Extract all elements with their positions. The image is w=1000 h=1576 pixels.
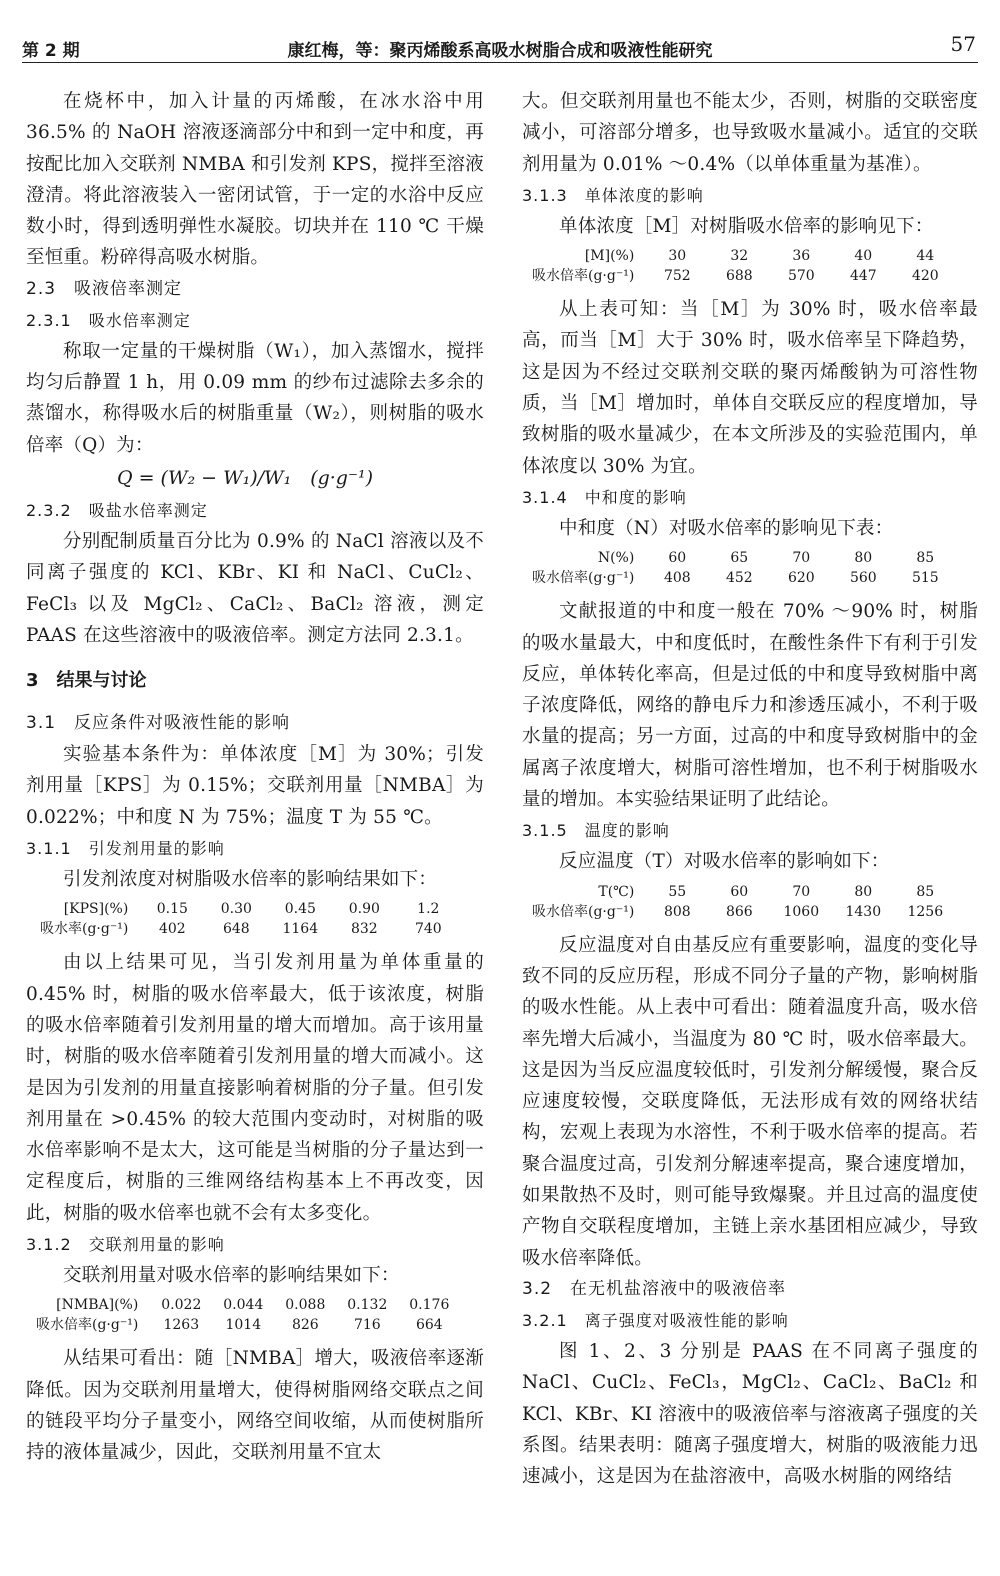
table-cell: 826: [291, 1317, 319, 1334]
table-cell: 0.90: [348, 901, 380, 918]
table-cell: 740: [414, 921, 442, 938]
table-row: [36, 1315, 460, 1335]
table-cell: 1014: [225, 1317, 262, 1334]
paragraph-monomer-discussion: 从上表可知：当［M］为 30% 时，吸水倍率最高，而当［M］大于 30% 时，吸水倍率呈下降趋势，这是因为不经过交联剂交联的聚丙烯酸钠为可溶性物质，当［M］增加时，单体自交联反应的程度增加，导致树脂的吸水量减少，在本文所涉及的实验范围内，单体浓度以 30% 为宜。: [522, 299, 978, 477]
table-row: [532, 882, 956, 902]
table-row: [532, 266, 956, 286]
table-cell: 85: [916, 550, 935, 567]
paragraph-neutralization-discussion: 文献报道的中和度一般在 70% ～90% 时，树脂的吸水量最大，中和度低时，在酸性条件下有利于引发反应，单体转化率高，但是过低的中和度导致树脂中离子浓度降低，网络的静电斥力和渗透压减小，不利于吸水量的提高；另一方面，过高的中和度导致树脂中的金属离子浓度增大，树脂可溶性增加，也不利于树脂吸水量的增加。本实验结果证明了此结论。: [522, 601, 978, 811]
paragraph-water-absorbency: 称取一定量的干燥树脂（W₁），加入蒸馏水，搅拌均匀后静置 1 h，用 0.09 mm 的纱布过滤除去多余的蒸馏水，称得吸水后的树脂重量（W₂），则树脂的吸水倍率（Q）为：: [26, 340, 484, 456]
table-row-label: 吸水倍率(g·g⁻¹): [532, 903, 635, 920]
right-column: [522, 86, 978, 1492]
issue-label: 第 2 期: [22, 41, 80, 61]
table-cell: 0.022: [161, 1297, 202, 1314]
table-cell: 515: [911, 570, 939, 587]
table-cell: 0.088: [285, 1297, 326, 1314]
table-cell: 716: [353, 1317, 381, 1334]
paragraph-nmba-continued: 大。但交联剂用量也不能太少，否则，树脂的交联密度减小，可溶部分增多，也导致吸水量减小。适宜的交联剂用量为 0.01% ～0.4%（以单体重量为基准）。: [522, 91, 978, 175]
section-3-1-4-heading: 3.1.4 中和度的影响: [522, 487, 687, 507]
table-row-label: [NMBA](%): [56, 1297, 139, 1314]
table-cell: 648: [222, 921, 250, 938]
table-cell: 560: [849, 570, 877, 587]
paragraph-kps-discussion: 由以上结果可见，当引发剂用量为单体重量的 0.45% 时，树脂的吸水倍率最大，低于该浓度，树脂的吸水倍率随着引发剂用量的增大而增加。高于该用量时，树脂的吸水倍率随着引发剂用量的增大而减小。这是因为引发剂的用量直接影响着树脂的分子量。但引发剂用量在 >0.45% 的较大范围内变动时，对树脂的吸水倍率影响不是太大，这可能是当树脂的分子量达到一定程度后，树脂的三维网络结构基本上不再改变，因此，树脂的吸水倍率也就不会有太多变化。: [26, 952, 484, 1224]
paragraph-ionic-strength: 图 1、2、3 分别是 PAAS 在不同离子强度的 NaCl、CuCl₂、FeCl₃，MgCl₂、CaCl₂、BaCl₂ 和 KCl、KBr、KI 溶液中的吸液倍率与溶液离子强度的关系图。结果表明：随离子强度增大，树脂的吸液能力迅速减小，这是因为在盐溶液中，高吸水树脂的网络结: [522, 1340, 978, 1488]
table-row: [532, 246, 956, 266]
table-cell: 70: [792, 550, 811, 567]
table-row-label: T(℃): [598, 883, 635, 900]
paragraph-synthesis: 在烧杯中，加入计量的丙烯酸，在冰水浴中用 36.5% 的 NaOH 溶液逐滴部分中和到一定中和度，再按配比加入交联剂 NMBA 和引发剂 KPS，搅拌至溶液澄清。将此溶液装入一密闭试管，于一定的水浴中反应数小时，得到透明弹性水凝胶。切块并在 110 ℃ 干燥至恒重。粉碎得高吸水树脂。: [26, 91, 484, 269]
paragraph-temperature-discussion: 反应温度对自由基反应有重要影响，温度的变化导致不同的反应历程，形成不同分子量的产物，影响树脂的吸水性能。从上表中可看出：随着温度升高，吸水倍率先增大后减小，当温度为 80 ℃ 时，吸水倍率最大。这是因为当反应温度较低时，引发剂分解缓慢，聚合反应速度较慢，交联度降低，无法形成有效的网络状结构，宏观上表现为水溶性，不利于吸水倍率的提高。若聚合温度过高，引发剂分解速率提高，聚合速度增加，如果散热不及时，则可能导致爆聚。并且过高的温度使产物自交联程度增加，主链上亲水基团相应减少，导致吸水倍率降低。: [522, 934, 978, 1269]
section-3-2-1-heading: 3.2.1 离子强度对吸液性能的影响: [522, 1310, 789, 1330]
section-3-heading: 3 结果与讨论: [26, 670, 147, 692]
table-cell: 570: [787, 268, 815, 285]
table-cell: 1430: [845, 903, 882, 920]
paragraph-basic-conditions: 实验基本条件为：单体浓度［M］为 30%；引发剂用量［KPS］为 0.15%；交联剂用量［NMBA］为 0.022%；中和度 N 为 75%；温度 T 为 55 ℃。: [26, 744, 484, 828]
table-row-label: 吸水倍率(g·g⁻¹): [532, 268, 635, 285]
table-cell: 752: [663, 268, 691, 285]
table-cell: 60: [668, 550, 687, 567]
table-cell: 44: [916, 248, 935, 265]
table-neutralization: [532, 548, 956, 588]
table-cell: 85: [916, 883, 935, 900]
section-2-3-heading: 2.3 吸液倍率测定: [26, 278, 183, 299]
table-cell: 32: [730, 248, 749, 265]
equation-q: Q = (W₂ − W₁)/W₁ (g·g⁻¹): [116, 466, 374, 489]
table-cell: 1164: [282, 921, 319, 938]
table-row: [532, 568, 956, 588]
table-temperature: [532, 882, 956, 922]
table-cell: 620: [787, 570, 815, 587]
paragraph-temperature-intro: 反应温度（T）对吸水倍率的影响如下：: [559, 851, 890, 873]
table-cell: 408: [663, 570, 691, 587]
table-cell: 80: [854, 550, 873, 567]
table-cell: 0.044: [223, 1297, 264, 1314]
table-cell: 70: [792, 883, 811, 900]
table-cell: 402: [158, 921, 186, 938]
paragraph-kps-intro: 引发剂浓度对树脂吸水倍率的影响结果如下：: [63, 869, 438, 891]
table-cell: 808: [663, 903, 691, 920]
page-number: 57: [950, 32, 976, 56]
table-nmba: [36, 1295, 460, 1335]
section-3-2-heading: 3.2 在无机盐溶液中的吸液倍率: [522, 1278, 787, 1299]
table-cell: 866: [725, 903, 753, 920]
table-monomer: [532, 246, 956, 286]
paragraph-neutralization-intro: 中和度（N）对吸水倍率的影响见下表：: [559, 517, 894, 539]
table-cell: 0.176: [409, 1297, 450, 1314]
table-cell: 65: [730, 550, 749, 567]
section-3-1-2-heading: 3.1.2 交联剂用量的影响: [26, 1235, 225, 1255]
table-row: [40, 899, 460, 919]
table-cell: 1060: [783, 903, 820, 920]
table-cell: 0.30: [220, 901, 252, 918]
paragraph-nmba-discussion: 从结果可看出：随［NMBA］增大，吸液倍率逐渐降低。因为交联剂用量增大，使得树脂网络交联点之间的链段平均分子量变小，网络空间收缩，从而使树脂所持的液体量减少，因此，交联剂用量不宜太: [26, 1348, 484, 1464]
table-row-label: 吸水倍率(g·g⁻¹): [36, 1317, 139, 1334]
section-3-1-heading: 3.1 反应条件对吸液性能的影响: [26, 713, 291, 734]
table-cell: 1.2: [417, 901, 440, 918]
table-cell: 452: [725, 570, 753, 587]
table-cell: 80: [854, 883, 873, 900]
table-cell: 447: [849, 268, 877, 285]
section-3-1-5-heading: 3.1.5 温度的影响: [522, 821, 670, 841]
paragraph-salt-absorbency: 分别配制质量百分比为 0.9% 的 NaCl 溶液以及不同离子强度的 KCl、KBr、KI 和 NaCl、CuCl₂、FeCl₃ 以及 MgCl₂、CaCl₂、BaCl₂ 溶液，测定 PAAS 在这些溶液中的吸液倍率。测定方法同 2.3.1。: [26, 530, 484, 646]
table-cell: 420: [911, 268, 939, 285]
section-2-3-1-heading: 2.3.1 吸水倍率测定: [26, 310, 191, 330]
table-cell: 0.132: [347, 1297, 388, 1314]
table-cell: 1256: [907, 903, 944, 920]
section-3-1-1-heading: 3.1.1 引发剂用量的影响: [26, 839, 225, 859]
table-row-label: [M](%): [584, 248, 635, 265]
section-3-1-3-heading: 3.1.3 单体浓度的影响: [522, 185, 704, 205]
table-row: [36, 1295, 460, 1315]
table-kps: [40, 899, 460, 939]
table-row-label: [KPS](%): [63, 901, 129, 918]
table-cell: 1263: [163, 1317, 200, 1334]
table-row: [532, 902, 956, 922]
table-row-label: N(%): [597, 550, 635, 567]
table-row-label: 吸水倍率(g·g⁻¹): [532, 570, 635, 587]
table-cell: 60: [730, 883, 749, 900]
table-row-label: 吸水率(g·g⁻¹): [40, 921, 129, 938]
paragraph-monomer-intro: 单体浓度［M］对树脂吸水倍率的影响见下：: [559, 215, 934, 237]
table-cell: 0.15: [156, 901, 188, 918]
paragraph-nmba-intro: 交联剂用量对吸水倍率的影响结果如下：: [63, 1265, 400, 1287]
section-2-3-2-heading: 2.3.2 吸盐水倍率测定: [26, 500, 208, 520]
table-cell: 832: [350, 921, 378, 938]
running-title: 康红梅，等：聚丙烯酸系高吸水树脂合成和吸液性能研究: [287, 41, 713, 61]
page-header: [22, 28, 978, 63]
table-cell: 30: [668, 248, 687, 265]
left-column: [26, 86, 484, 1469]
table-row: [40, 919, 460, 939]
table-cell: 664: [415, 1317, 443, 1334]
table-cell: 55: [668, 883, 687, 900]
table-cell: 688: [725, 268, 753, 285]
table-cell: 40: [854, 248, 873, 265]
table-row: [532, 548, 956, 568]
table-cell: 36: [792, 248, 811, 265]
table-cell: 0.45: [284, 901, 316, 918]
